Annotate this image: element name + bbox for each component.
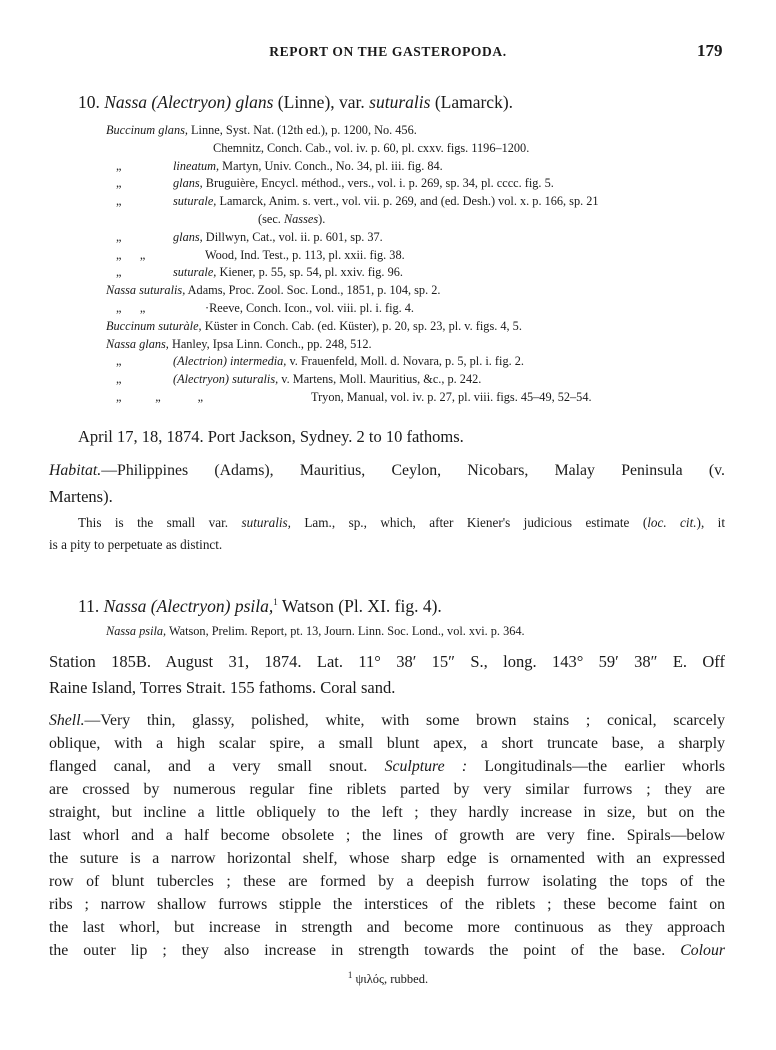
subgenus: (Alectryon) (150, 596, 231, 616)
synonym-entry: (sec. Nasses). (258, 212, 326, 226)
genus: Nassa (104, 92, 148, 112)
synonym-reference: Tryon, Manual, vol. iv. p. 27, pl. viii. figs. 45–49, 52–54. (311, 390, 592, 404)
ditto-mark: „ (116, 354, 122, 369)
synonym-reference: Adams, Proc. Zool. Soc. Lond., 1851, p. 104, sp. 2. (185, 283, 441, 298)
synonym-entry (116, 353, 524, 370)
synonym-entry: Nassa psila, Watson, Prelim. Report, pt. 13, Journ. Linn. Soc. Lond., vol. xvi. p. 364. (106, 624, 525, 638)
shell-line-8: row of blunt tubercles ; these are formed by a deepish furrow isolating the tops of the (49, 873, 725, 890)
shell-line-6: last whorl and a half become obsolete ; the lines of growth are very fine. Spirals—below (49, 827, 725, 844)
sculpture-label: Sculpture : (384, 758, 468, 775)
synonym-entry (116, 158, 443, 175)
ditto-mark: „ (116, 229, 122, 244)
station-line: April 17, 18, 1874. Port Jackson, Sydney. 2 to 10 fathoms. (78, 427, 464, 446)
ditto-mark: „ (116, 372, 122, 387)
synonym-entry (106, 336, 372, 353)
shell-line-4: are crossed by numerous regular fine riblets parted by very similar furrows ; they are (49, 781, 725, 798)
synonym-reference: Wood, Ind. Test., p. 113, pl. xxii. fig. 38. (205, 247, 405, 262)
ditto-mark: „ „ „ (116, 390, 204, 404)
genus: Nassa (103, 596, 147, 616)
variety-authority: (Lamarck). (434, 92, 514, 112)
footnote-ref: 1 (273, 597, 278, 608)
synonym-reference: Martyn, Univ. Conch., No. 34, pl. iii. fig. 84. (219, 158, 443, 173)
synonym-entry (116, 175, 554, 192)
ditto-mark: „ (116, 176, 122, 191)
shell-line-3: flanged canal, and a very small snout. Sculpture : Longitudinals—the earlier whorls (49, 758, 725, 775)
synonym-entry (213, 140, 529, 157)
habitat-line-1: Habitat.—Philippines (Adams), Mauritius, Ceylon, Nicobars, Malay Peninsula (v. (49, 462, 725, 479)
synonym-name: suturale, (173, 194, 217, 209)
synonym-reference: Lamarck, Anim. s. vert., vol. vii. p. 269, and (ed. Desh.) vol. x. p. 166, sp. 21 (216, 194, 599, 209)
synonym-entry (116, 229, 383, 246)
synonym-name: Buccinum suturàle, (106, 318, 202, 333)
shell-line-11: the outer lip ; they also increase in strength towards the point of the base. Colour (49, 942, 726, 959)
synonym-name: glans, (173, 229, 203, 244)
station-11-line-2: Raine Island, Torres Strait. 155 fathoms. Coral sand. (49, 678, 396, 697)
synonym-reference: Küster in Conch. Cab. (ed. Küster), p. 20, sp. 23, pl. v. figs. 4, 5. (201, 318, 522, 333)
synonym-reference: Dillwyn, Cat., vol. ii. p. 601, sp. 37. (202, 229, 383, 244)
synonym-entry (106, 318, 522, 335)
ditto-mark: „ (116, 194, 122, 209)
synonym-entry (116, 389, 592, 406)
synonym-entry (116, 300, 414, 317)
ditto-mark: „ „ (116, 301, 146, 315)
synonym-name: glans, (173, 176, 203, 191)
species-number: 10. (78, 92, 100, 112)
colour-label: Colour (680, 942, 726, 959)
synonym-reference: ·Reeve, Conch. Icon., vol. viii. pl. i. fig. 4. (205, 301, 415, 315)
ditto-mark: „ (116, 158, 122, 173)
synonym-entry (116, 193, 599, 210)
shell-line-10: the last whorl, but increase in strength and become more continuous as they approach (49, 919, 725, 936)
footnote: $^1$ ψιλός, rubbed. (347, 969, 429, 986)
shell-line-7: the suture is a narrow horizontal shelf, whose sharp edge is ornamented with an expressed (49, 850, 725, 867)
shell-line-9: ribs ; narrow shallow furrows stipple the interstices of the riblets ; these become faint on (49, 896, 725, 913)
synonym-name: Nassa suturalis, (106, 283, 186, 298)
synonym-reference: (sec. (258, 212, 284, 226)
synonym-name: lineatum, (173, 158, 220, 173)
subgenus: (Alectryon) (151, 92, 232, 112)
running-header: REPORT ON THE GASTEROPODA. (269, 44, 507, 59)
synonym-name: (Alectrion) intermedia, (173, 354, 287, 369)
authority: Watson (Pl. XI. fig. 4). (277, 596, 442, 616)
habitat-label: Habitat. (49, 462, 102, 479)
note-line-2: is a pity to perpetuate as distinct. (49, 537, 223, 552)
species-name: psila, (234, 596, 274, 616)
species-11-heading (78, 596, 442, 617)
synonym-reference: Kiener, p. 55, sp. 54, pl. xxiv. fig. 96. (216, 265, 403, 280)
synonym-reference: v. Frauenfeld, Moll. d. Novara, p. 5, pl. i. fig. 2. (286, 354, 524, 369)
shell-line-2: oblique, with a high scalar spire, a small blunt apex, a short truncate base, a sharply (49, 735, 725, 752)
synonym-name: suturale, (173, 265, 217, 280)
shell-line-5: straight, but incline a little obliquely to the left ; they hardly increase in size, but on the (49, 804, 725, 821)
synonym-entry (116, 264, 403, 281)
synonym-reference: Chemnitz, Conch. Cab., vol. iv. p. 60, pl. cxxv. figs. 1196–1200. (213, 140, 530, 155)
synonym-reference: v. Martens, Moll. Mauritius, &c., p. 242. (278, 372, 482, 387)
synonym-entry (106, 282, 440, 299)
shell-line-1: Shell.—Very thin, glassy, polished, white, with some brown stains ; conical, scarcely (49, 712, 725, 729)
synonym-reference: Hanley, Ipsa Linn. Conch., pp. 248, 512. (168, 336, 372, 351)
synonym-name: Nassa glans, (106, 336, 169, 351)
ditto-mark: „ „ (116, 247, 146, 262)
variety: suturalis (369, 92, 431, 112)
synonym-reference: Linne, Syst. Nat. (12th ed.), p. 1200, No. 456. (187, 123, 417, 137)
synonym-entry (106, 122, 417, 139)
station-11-line-1: Station 185B. August 31, 1874. Lat. 11° 38′ 15″ S., long. 143° 59′ 38″ E. Off (49, 652, 725, 671)
note-line-1: This is the small var. suturalis, Lam., sp., which, after Kiener's judicious estimate (loc. cit.), it (78, 515, 725, 530)
shell-label: Shell. (49, 712, 85, 729)
ditto-mark: „ (116, 265, 122, 280)
synonym-name: Buccinum glans, (106, 123, 188, 137)
page-number: 179 (697, 41, 723, 60)
species-name: glans (235, 92, 274, 112)
synonym-reference: Bruguière, Encycl. méthod., vers., vol. i. p. 269, sp. 34, pl. cccc. fig. 5. (202, 176, 554, 191)
species-number: 11. (78, 596, 100, 616)
synonym-name: (Alectryon) suturalis, (173, 372, 279, 387)
synonym-entry (116, 371, 481, 388)
habitat-line-2: Martens). (49, 487, 113, 506)
authority: (Linne), var. (277, 92, 365, 112)
species-10-heading (78, 92, 513, 113)
synonym-entry (116, 247, 405, 264)
